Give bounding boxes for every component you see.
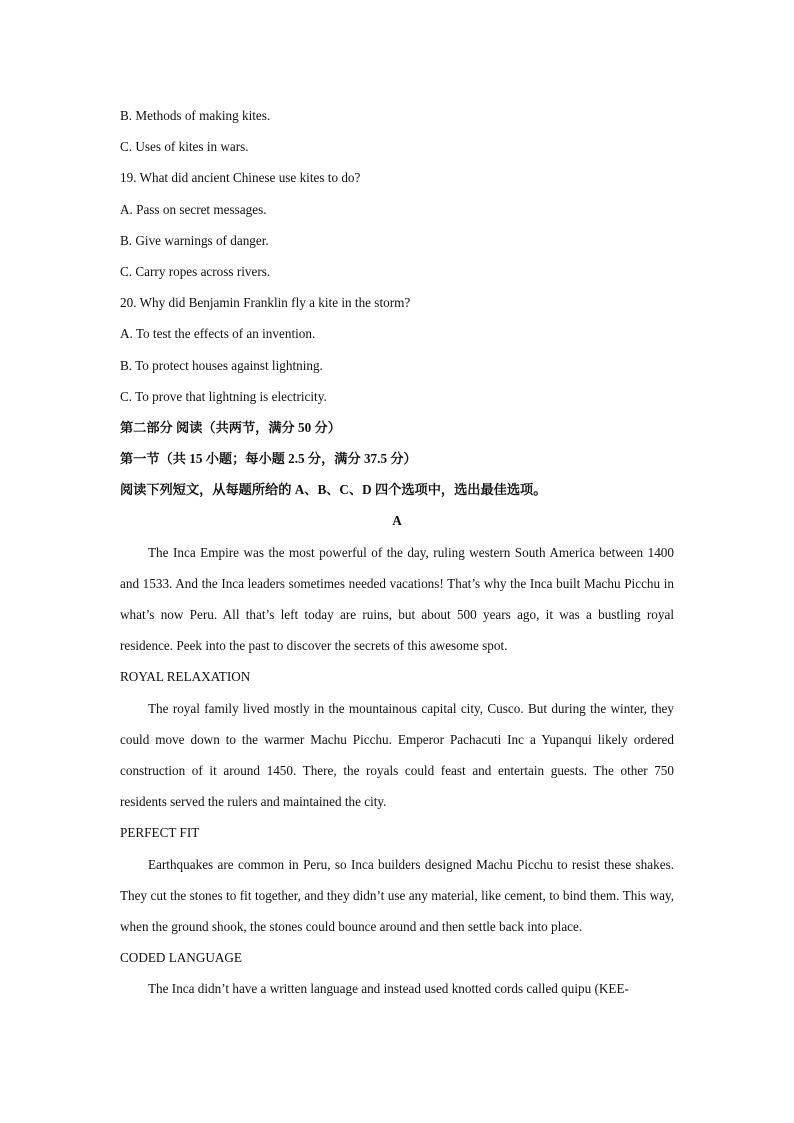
q18-option-c: C. Uses of kites in wars.: [120, 139, 249, 155]
q19-option-b: B. Give warnings of danger.: [120, 232, 269, 248]
passage-paragraph-1: The royal family lived mostly in the mountainous capital city, Cusco. But during the winter, they could move down to the warmer Machu Picchu. Emperor Pachacuti Inc a Yupanqui likely ordered construction of it around 1450. There, the royals could feast and entertain guests. The other 750 residents served the rulers and maintained the city.: [120, 700, 674, 810]
passage-paragraph-3: The Inca didn’t have a written language and instead used knotted cords called quipu (KEE-: [148, 981, 629, 997]
passage-paragraph-2: Earthquakes are common in Peru, so Inca builders designed Machu Picchu to resist these shakes. They cut the stones to fit together, and they didn’t use any material, like cement, to bind them. This way, when the ground shook, the stones could bounce around and then settle back into place.: [120, 856, 674, 935]
passage-heading-perfect-fit: PERFECT FIT: [120, 825, 200, 841]
q20-option-a: A. To test the effects of an invention.: [120, 326, 316, 342]
passage-intro: The Inca Empire was the most powerful of the day, ruling western South America between 1400 and 1533. And the Inca leaders sometimes needed vacations! That’s why the Inca built Machu Picchu in what’s now Peru. All that’s left today are ruins, but about 500 years ago, it was a bustling royal residence. Peek into the past to discover the secrets of this awesome spot.: [120, 544, 674, 654]
q20-option-b: B. To protect houses against lightning.: [120, 357, 323, 373]
passage-heading-coded-language: CODED LANGUAGE: [120, 950, 242, 966]
exam-page: [120, 100, 674, 1005]
part-title: 第二部分 阅读（共两节，满分 50 分）: [120, 419, 341, 435]
section-subtitle: 第一节（共 15 小题；每小题 2.5 分，满分 37.5 分）: [120, 451, 417, 467]
passage-heading-royal-relaxation: ROYAL RELAXATION: [120, 669, 251, 685]
question-20: 20. Why did Benjamin Franklin fly a kite in the storm?: [120, 295, 411, 311]
section-instruction: 阅读下列短文，从每题所给的 A、B、C、D 四个选项中，选出最佳选项。: [120, 482, 547, 498]
question-19: 19. What did ancient Chinese use kites to do?: [120, 170, 361, 186]
q19-option-c: C. Carry ropes across rivers.: [120, 263, 271, 279]
q18-option-b: B. Methods of making kites.: [120, 108, 271, 123]
q20-option-c: C. To prove that lightning is electricity.: [120, 388, 327, 404]
passage-label: A: [392, 513, 402, 529]
q19-option-a: A. Pass on secret messages.: [120, 201, 267, 217]
